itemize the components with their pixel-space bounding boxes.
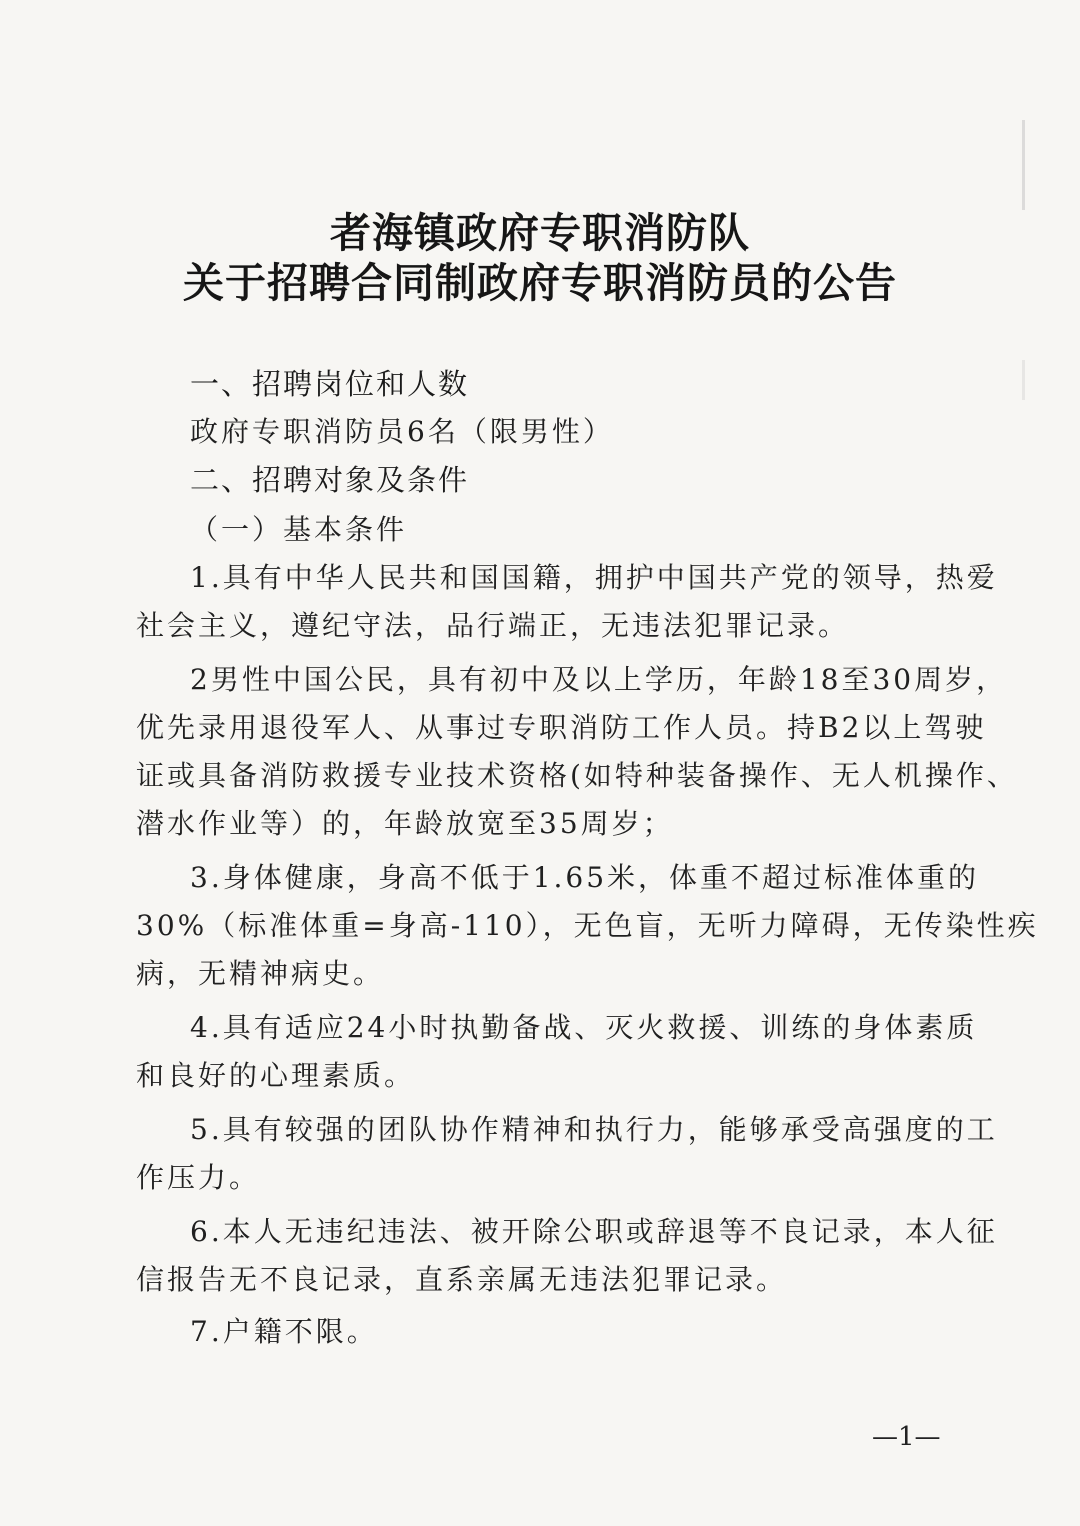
item-5-line-1: 5.具有较强的团队协作精神和执行力，能够承受高强度的工 xyxy=(190,1113,998,1146)
item-2-line-4: 潜水作业等）的，年龄放宽至35周岁； xyxy=(136,807,674,840)
item-3-line-3: 病，无精神病史。 xyxy=(136,957,385,990)
item-6-line-1: 6.本人无违纪违法、被开除公职或辞退等不良记录，本人征 xyxy=(190,1215,998,1248)
document-title-line-1: 者海镇政府专职消防队 xyxy=(330,209,750,257)
item-1-line-1: 1.具有中华人民共和国国籍，拥护中国共产党的领导，热爱 xyxy=(190,561,998,594)
scan-edge-mark xyxy=(1022,120,1025,210)
page-number: —1— xyxy=(872,1422,941,1452)
section-1-text: 政府专职消防员6名（限男性） xyxy=(190,415,614,448)
item-2-line-1: 2男性中国公民，具有初中及以上学历，年龄18至30周岁， xyxy=(190,663,1008,696)
document-title-line-2: 关于招聘合同制政府专职消防员的公告 xyxy=(183,259,897,307)
item-3-line-2: 30%（标准体重=身高-110），无色盲，无听力障碍，无传染性疾 xyxy=(136,909,1039,942)
item-4-line-1: 4.具有适应24小时执勤备战、灭火救援、训练的身体素质 xyxy=(190,1011,978,1044)
scan-edge-mark xyxy=(1022,360,1025,400)
item-6-line-2: 信报告无不良记录，直系亲属无违法犯罪记录。 xyxy=(136,1263,788,1296)
section-1-heading: 一、招聘岗位和人数 xyxy=(190,367,470,401)
item-3-line-1: 3.身体健康，身高不低于1.65米，体重不超过标准体重的 xyxy=(190,861,980,894)
item-7-line-1: 7.户籍不限。 xyxy=(190,1315,378,1348)
item-2-line-3: 证或具备消防救援专业技术资格(如特种装备操作、无人机操作、 xyxy=(136,759,1018,792)
section-2-heading: 二、招聘对象及条件 xyxy=(190,463,470,497)
item-2-line-2: 优先录用退役军人、从事过专职消防工作人员。持B2以上驾驶 xyxy=(136,711,987,744)
item-5-line-2: 作压力。 xyxy=(136,1161,261,1194)
item-1-line-2: 社会主义，遵纪守法，品行端正，无违法犯罪记录。 xyxy=(136,609,850,642)
item-4-line-2: 和良好的心理素质。 xyxy=(136,1059,416,1092)
subsection-1-heading: （一）基本条件 xyxy=(190,513,408,546)
